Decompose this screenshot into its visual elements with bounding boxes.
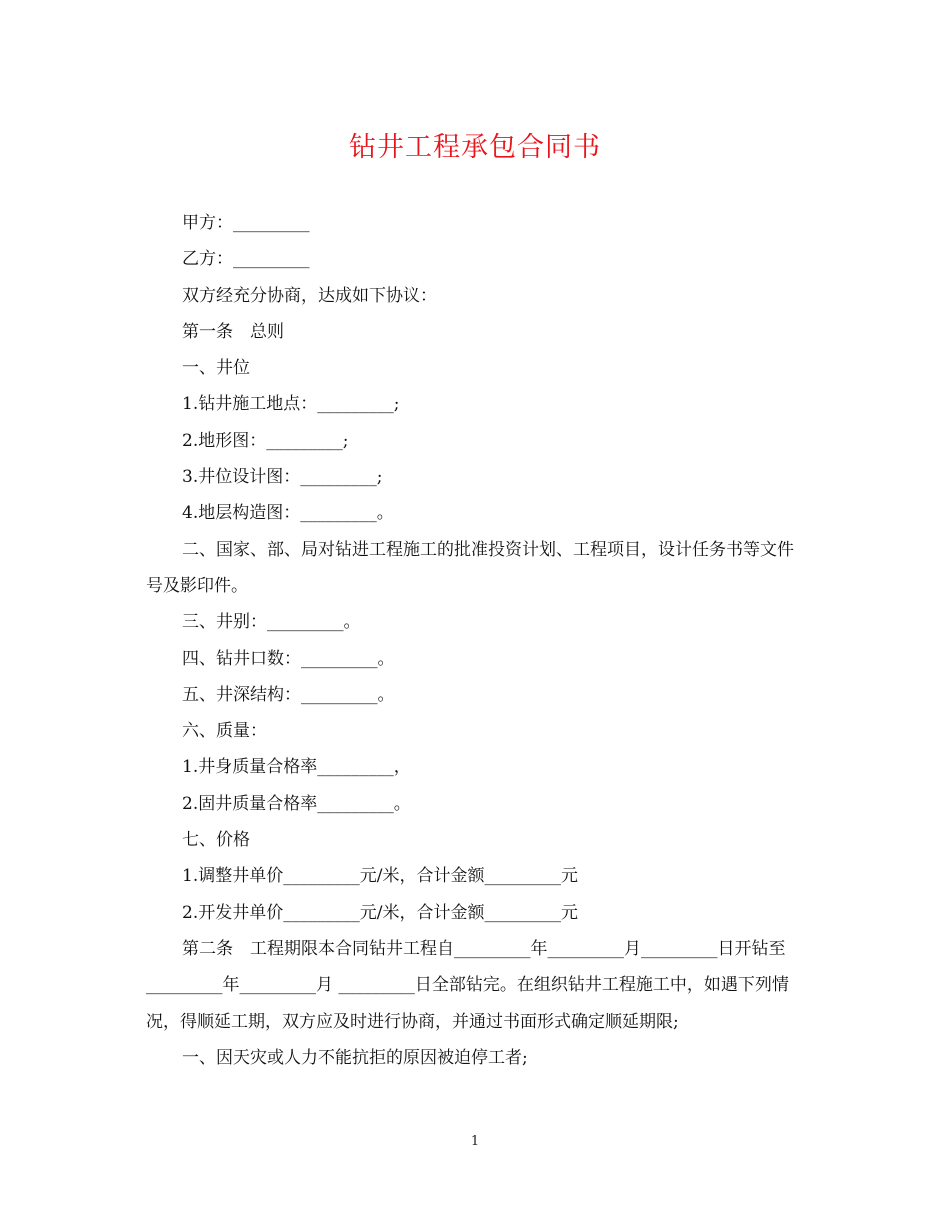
- item-development-well-price: 2.开发井单价_________元/米，合计金额_________元: [182, 902, 578, 923]
- section-well-location: 一、井位: [182, 358, 250, 379]
- item-well-design-map: 3.井位设计图：_________;: [182, 467, 383, 488]
- party-a-line: 甲方：_________: [182, 213, 310, 233]
- article-2-project-period: 第二条 工程期限本合同钻井工程自_________年_________月_________日开钻至_________年_________月 _________日全部钻完。在组织钻井工程施工中，如遇下列情况，得顺延工期，双方应及时进行协商，并通过书面形式确定顺延期限;: [146, 938, 789, 1032]
- item-force-majeure: 一、因天灾或人力不能抗拒的原因被迫停工者;: [182, 1047, 528, 1068]
- item-stratum-map: 4.地层构造图：_________。: [182, 503, 394, 524]
- section-well-count: 四、钻井口数：_________。: [182, 648, 395, 669]
- document-body: [146, 205, 801, 1076]
- section-well-depth-structure: 五、井深结构：_________。: [182, 684, 395, 705]
- item-topographic-map: 2.地形图：_________;: [182, 430, 349, 451]
- section-price: 七、价格: [182, 830, 250, 851]
- section-approval-documents: 二、国家、部、局对钻进工程施工的批准投资计划、工程项目，设计任务书等文件号及影印件。: [146, 539, 794, 596]
- page-number: 1: [470, 1134, 480, 1149]
- party-b-line: 乙方：_________: [182, 249, 310, 270]
- document-title: 钻井工程承包合同书: [349, 132, 601, 163]
- item-cementing-quality-rate: 2.固井质量合格率_________。: [182, 793, 411, 814]
- agreement-intro: 双方经充分协商，达成如下协议：: [182, 285, 437, 306]
- item-wellbore-quality-rate: 1.井身质量合格率_________，: [182, 757, 411, 778]
- section-quality: 六、质量：: [182, 721, 267, 742]
- section-well-type: 三、井别：_________。: [182, 612, 361, 633]
- item-adjustment-well-price: 1.调整井单价_________元/米，合计金额_________元: [182, 866, 578, 887]
- article-1-heading: 第一条 总则: [182, 321, 284, 342]
- item-construction-site: 1.钻井施工地点：_________;: [182, 394, 400, 415]
